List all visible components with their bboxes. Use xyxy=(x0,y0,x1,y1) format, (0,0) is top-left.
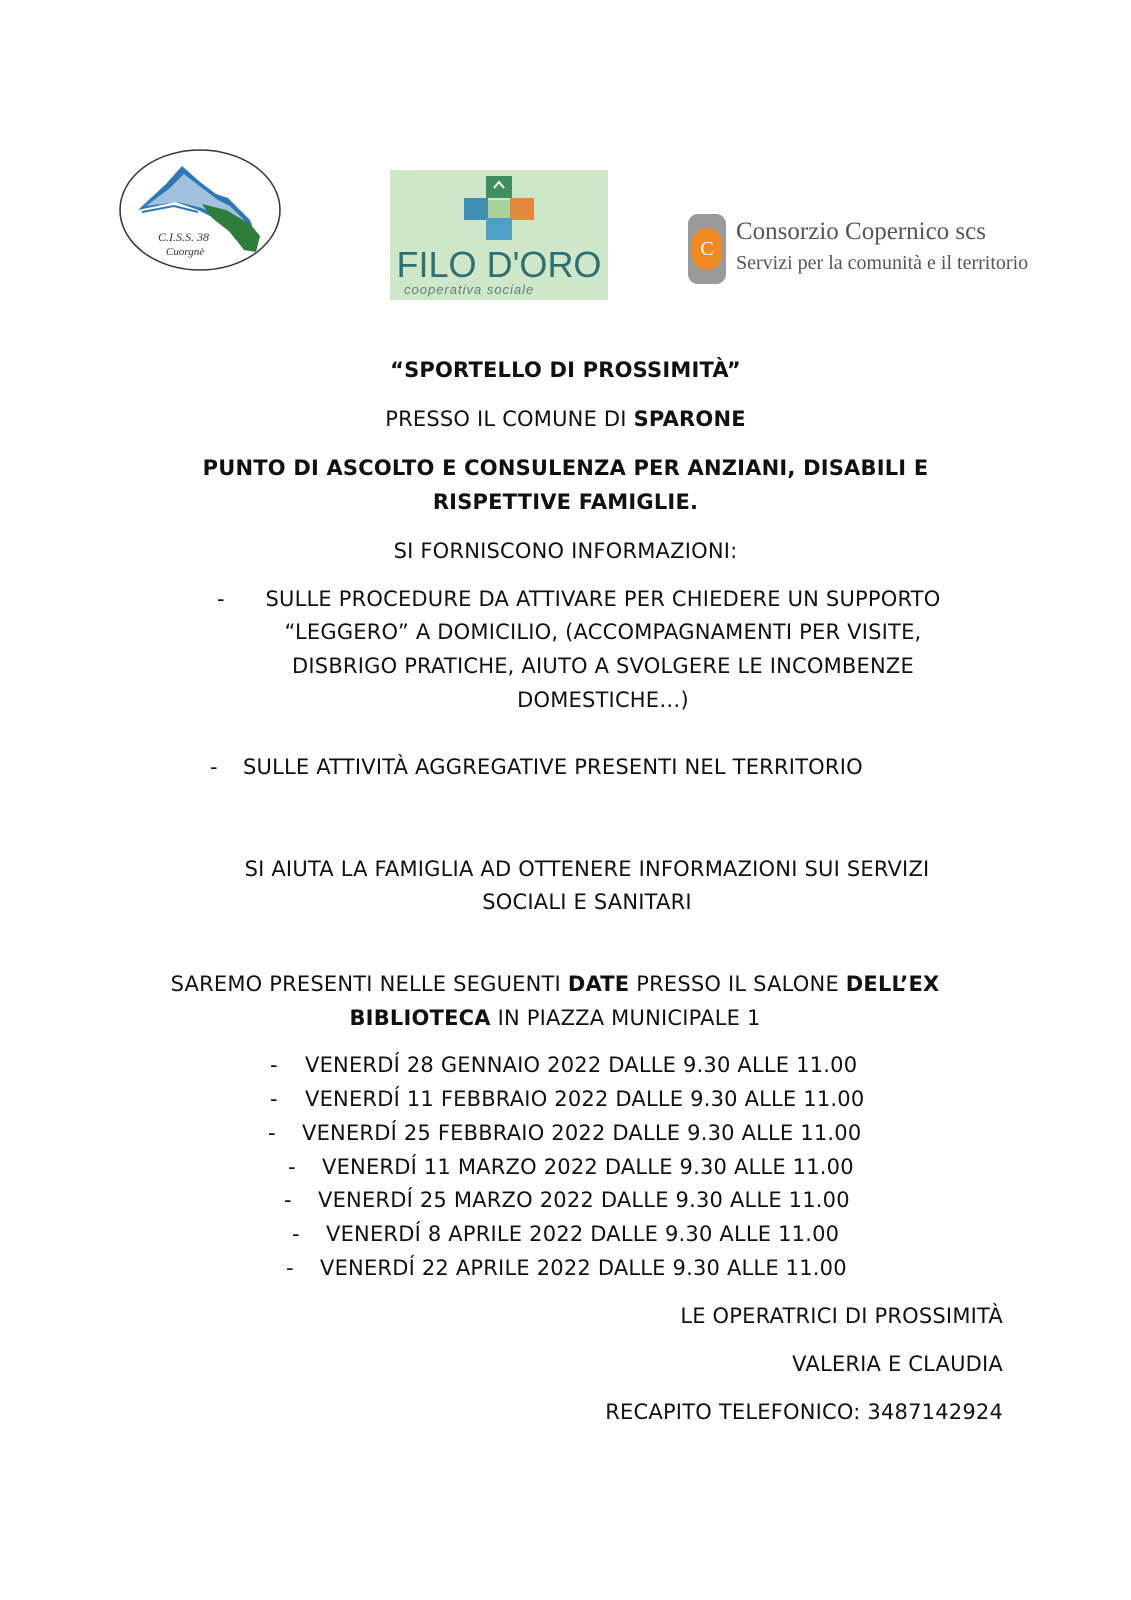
purpose-line-1: PUNTO DI ASCOLTO E CONSULENZA PER ANZIANI, DISABILI E xyxy=(202,456,929,480)
date-bullet: - xyxy=(288,1155,296,1179)
date-bullet: - xyxy=(292,1222,300,1246)
location-line xyxy=(0,407,1131,431)
date-item-2: VENERDÍ 11 FEBBRAIO 2022 DALLE 9.30 ALLE 11.00 xyxy=(305,1087,865,1111)
filo-doro-logo xyxy=(390,170,608,300)
schedule-intro-c: PRESSO IL SALONE xyxy=(629,972,846,996)
info-item-2-bullet: - xyxy=(210,755,218,779)
info-item-1-line-4: DOMESTICHE…) xyxy=(517,688,689,712)
info-intro: SI FORNISCONO INFORMAZIONI: xyxy=(393,539,738,563)
help-line-2: SOCIALI E SANITARI xyxy=(482,890,692,914)
location-prefix: PRESSO IL COMUNE DI xyxy=(385,407,634,431)
info-item-1-bullet: - xyxy=(217,587,225,611)
purpose-line-2: RISPETTIVE FAMIGLIE. xyxy=(432,490,699,514)
info-item-2-line-1: SULLE ATTIVITÀ AGGREGATIVE PRESENTI NEL TERRITORIO xyxy=(243,755,863,779)
copernico-badge xyxy=(688,214,726,284)
date-bullet: - xyxy=(268,1121,276,1145)
signature-names: VALERIA E CLAUDIA xyxy=(792,1352,1003,1376)
schedule-intro-f: IN PIAZZA MUNICIPALE 1 xyxy=(490,1006,761,1030)
copernico-mark-icon: C xyxy=(692,228,722,270)
date-item-4: VENERDÍ 11 MARZO 2022 DALLE 9.30 ALLE 11.00 xyxy=(322,1155,854,1179)
page-title: “SPORTELLO DI PROSSIMITÀ” xyxy=(390,358,741,382)
info-item-1-line-3: DISBRIGO PRATICHE, AIUTO A SVOLGERE LE INCOMBENZE xyxy=(292,654,914,678)
copernico-tagline: Servizi per la comunità e il territorio xyxy=(736,252,1029,274)
date-bullet: - xyxy=(286,1256,294,1280)
ciss-logo-place: Cuorgnè xyxy=(166,246,205,258)
signature-phone xyxy=(605,1400,1003,1424)
phone-label: RECAPITO TELEFONICO: xyxy=(605,1400,868,1424)
filo-doro-title: FILO D'ORO xyxy=(396,244,602,285)
filo-doro-subtitle: cooperativa sociale xyxy=(404,282,535,297)
date-bullet: - xyxy=(270,1087,278,1111)
signature-role: LE OPERATRICI DI PROSSIMITÀ xyxy=(680,1304,1003,1328)
schedule-intro-line-2 xyxy=(140,1006,970,1030)
info-item-1-line-1: SULLE PROCEDURE DA ATTIVARE PER CHIEDERE UN SUPPORTO xyxy=(265,587,941,611)
copernico-logo xyxy=(688,212,1029,286)
date-item-6: VENERDÍ 8 APRILE 2022 DALLE 9.30 ALLE 11.00 xyxy=(326,1222,840,1246)
schedule-intro-d: DELL’EX xyxy=(845,972,940,996)
date-item-5: VENERDÍ 25 MARZO 2022 DALLE 9.30 ALLE 11.00 xyxy=(318,1188,850,1212)
date-bullet: - xyxy=(284,1188,292,1212)
info-item-1-line-2: “LEGGERO” A DOMICILIO, (ACCOMPAGNAMENTI PER VISITE, xyxy=(284,620,922,644)
date-item-7: VENERDÍ 22 APRILE 2022 DALLE 9.30 ALLE 11.00 xyxy=(320,1256,847,1280)
date-item-1: VENERDÍ 28 GENNAIO 2022 DALLE 9.30 ALLE 11.00 xyxy=(305,1053,858,1077)
help-line-1: SI AIUTA LA FAMIGLIA AD OTTENERE INFORMAZIONI SUI SERVIZI xyxy=(244,857,930,881)
schedule-intro-b: DATE xyxy=(567,972,630,996)
copernico-name: Consorzio Copernico scs xyxy=(736,218,986,245)
schedule-intro-e: BIBLIOTECA xyxy=(349,1006,491,1030)
ciss-logo xyxy=(118,148,286,276)
date-bullet: - xyxy=(270,1053,278,1077)
ciss-logo-label: C.I.S.S. 38 xyxy=(158,230,209,244)
phone-number: 3487142924 xyxy=(867,1400,1003,1424)
date-item-3: VENERDÍ 25 FEBBRAIO 2022 DALLE 9.30 ALLE 11.00 xyxy=(302,1121,862,1145)
schedule-intro-a: SAREMO PRESENTI NELLE SEGUENTI xyxy=(170,972,568,996)
schedule-intro-line-1 xyxy=(140,972,970,996)
location-city: SPARONE xyxy=(633,407,746,431)
house-icon xyxy=(462,176,536,240)
